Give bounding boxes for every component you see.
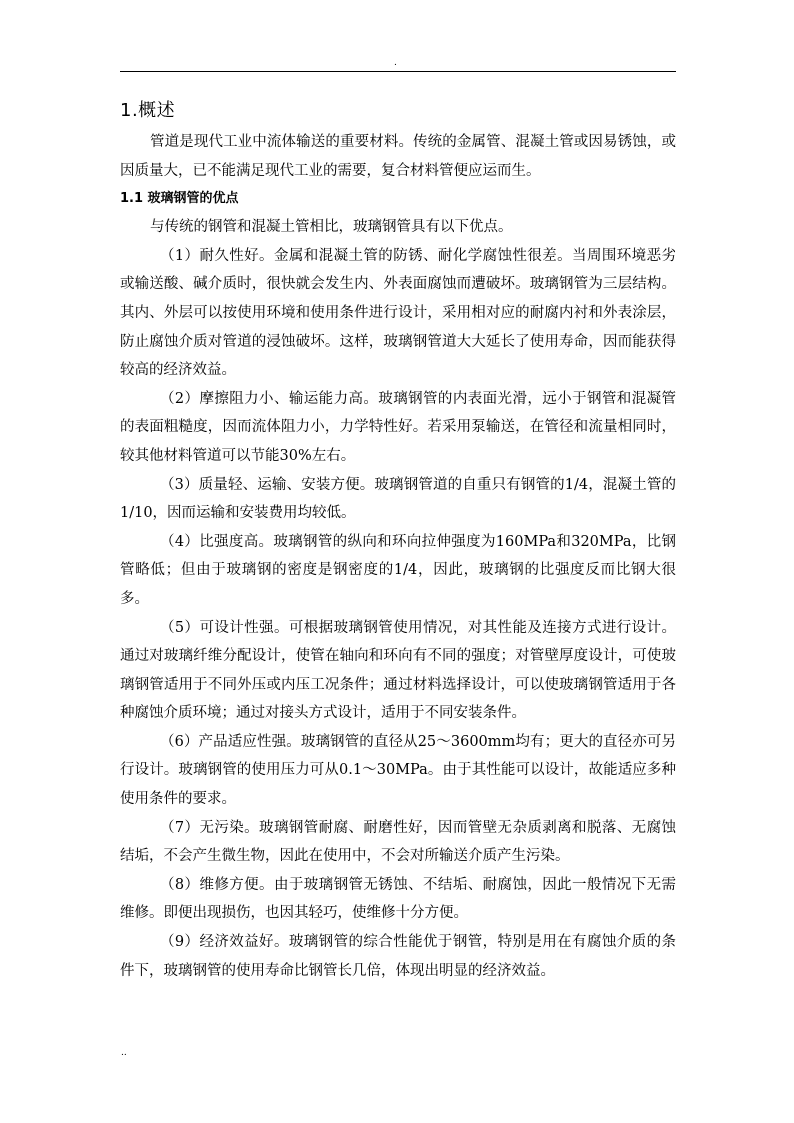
header-mark: . (394, 58, 397, 68)
advantage-item-6: （6）产品适应性强。玻璃钢管的直径从25～3600mm均有；更大的直径亦可另行设计。玻璃钢管的使用压力可从0.1～30MPa。由于其性能可以设计，故能适应多种使用条件的要求。 (120, 733, 676, 808)
subsection-intro: 与传统的钢管和混凝土管相比，玻璃钢管具有以下优点。 (150, 219, 513, 236)
advantage-item-7: （7）无污染。玻璃钢管耐腐、耐磨性好，因而管壁无杂质剥离和脱落、无腐蚀结垢，不会产生微生物，因此在使用中，不会对所输送介质产生污染。 (120, 819, 676, 865)
section-heading: 1.概述 (120, 100, 176, 121)
footer-mark: .. (121, 1048, 127, 1058)
advantage-item-4: （4）比强度高。玻璃钢管的纵向和环向拉伸强度为160MPa和320MPa，比钢管略低；但由于玻璃钢的密度是钢密度的1/4，因此，玻璃钢的比强度反而比钢大很多。 (120, 533, 676, 607)
advantage-item-9: （9）经济效益好。玻璃钢管的综合性能优于钢管，特别是用在有腐蚀介质的条件下，玻璃钢管的使用寿命比钢管长几倍，体现出明显的经济效益。 (120, 934, 676, 979)
advantage-item-1: （1）耐久性好。金属和混凝土管的防锈、耐化学腐蚀性很差。当周围环境恶劣或输送酸、碱介质时，很快就会发生内、外表面腐蚀而遭破坏。玻璃钢管为三层结构。其内、外层可以按使用环境和使用条件进行设计，采用相对应的耐腐内衬和外表涂层，防止腐蚀介质对管道的浸蚀破坏。这样，玻璃钢管道大大延长了使用寿命，因而能获得较高的经济效益。 (120, 247, 676, 379)
section-intro: 管道是现代工业中流体输送的重要材料。传统的金属管、混凝土管或因易锈蚀，或因质量大，已不能满足现代工业的需要，复合材料管便应运而生。 (120, 134, 676, 179)
advantage-item-3: （3）质量轻、运输、安装方便。玻璃钢管道的自重只有钢管的1/4，混凝土管的1/10，因而运输和安装费用均较低。 (120, 476, 676, 522)
header-rule (120, 71, 676, 72)
advantage-item-8: （8）维修方便。由于玻璃钢管无锈蚀、不结垢、耐腐蚀，因此一般情况下无需维修。即便出现损伤，也因其轻巧，使维修十分方便。 (120, 876, 676, 922)
advantage-item-5: （5）可设计性强。可根据玻璃钢管使用情况，对其性能及连接方式进行设计。通过对玻璃纤维分配设计，使管在轴向和环向有不同的强度；对管壁厚度设计，可使玻璃钢管适用于不同外压或内压工况条件；通过材料选择设计，可以使玻璃钢管适用于各种腐蚀介质环境；通过对接头方式设计，适用于不同安装条件。 (120, 619, 676, 722)
subsection-heading: 1.1 玻璃钢管的优点 (120, 191, 239, 207)
page-content (120, 94, 676, 985)
advantage-item-2: （2）摩擦阻力小、输运能力高。玻璃钢管的内表面光滑，远小于钢管和混凝管的表面粗糙度，因而流体阻力小，力学特性好。若采用泵输送，在管径和流量相同时，较其他材料管道可以节能30%左右。 (120, 390, 676, 464)
